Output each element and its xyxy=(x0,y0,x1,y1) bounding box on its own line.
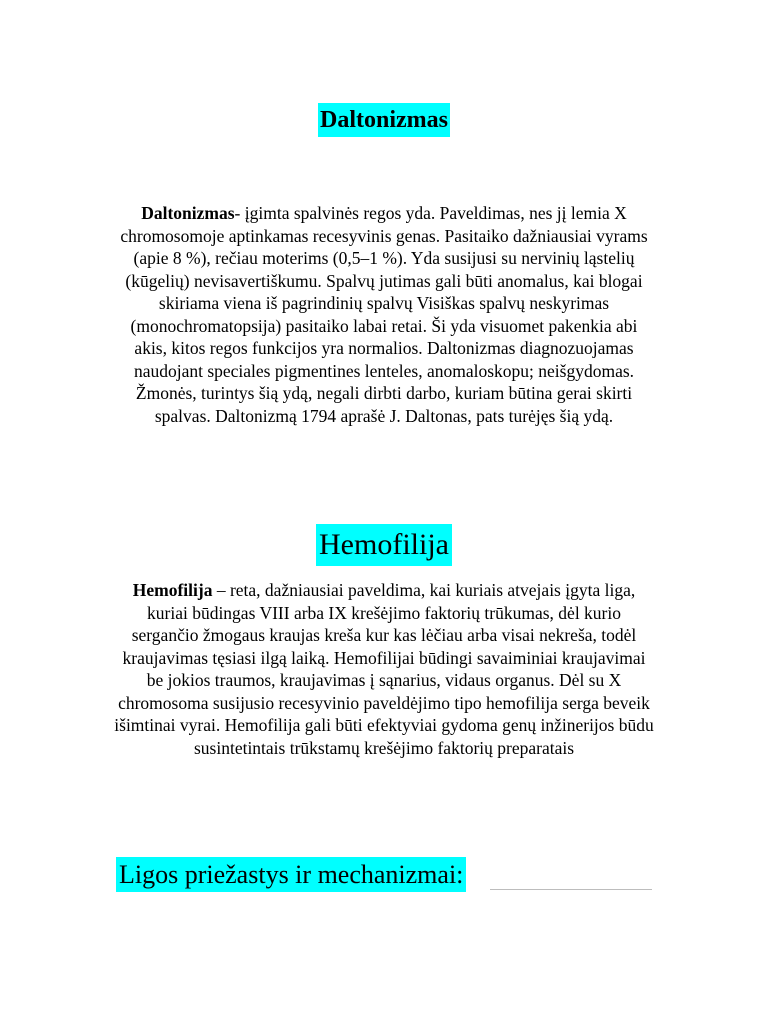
section-daltonizmas-paragraph xyxy=(114,202,654,427)
section-priezastys-heading: Ligos priežastys ir mechanizmai: xyxy=(116,857,466,892)
section-hemofilija-heading-wrap xyxy=(0,524,768,566)
heading-underline-rule xyxy=(490,889,652,890)
hemofilija-term: Hemofilija xyxy=(132,580,213,600)
daltonizmas-body: - įgimta spalvinės regos yda. Paveldimas, nes jį lemia X chromosomoje aptinkamas recesyvinis genas. Pasitaiko dažniausiai vyrams (apie 8 %), rečiau moterims (0,5–1 %). Yda susijusi su nervinių ląstelių (kūgelių) nevisavertiškumu. Spalvų jutimas gali būti anomalus, kai blogai skiriama viena iš pagrindinių spalvų Visiškas spalvų neskyrimas (monochromatopsija) pasitaiko labai retai. Ši yda visuomet pakenkia abi akis, kitos regos funkcijos yra normalios. Daltonizmas diagnozuojamas naudojant speciales pigmentines lenteles, anomaloskopu; neišgydomas. Žmonės, turintys šią ydą, negali dirbti darbo, kuriam būtina gerai skirti spalvas. Daltonizmą 1794 aprašė J. Daltonas, pats turėjęs šią ydą. xyxy=(120,203,648,426)
section-daltonizmas-heading-wrap xyxy=(0,103,768,137)
section-daltonizmas-heading: Daltonizmas xyxy=(318,103,450,137)
section-hemofilija-heading: Hemofilija xyxy=(316,524,452,566)
section-hemofilija-paragraph xyxy=(114,579,654,759)
daltonizmas-term: Daltonizmas xyxy=(141,203,235,223)
hemofilija-body: – reta, dažniausiai paveldima, kai kuriais atvejais įgyta liga, kuriai būdingas VIII arba IX krešėjimo faktorių trūkumas, dėl kurio sergančio žmogaus kraujas kreša kur kas lėčiau arba visai nekreša, todėl kraujavimas tęsiasi ilgą laiką. Hemofilijai būdingi savaiminiai kraujavimai be jokios traumos, kraujavimas į sąnarius, vidaus organus. Dėl su X chromosoma susijusio recesyvinio paveldėjimo tipo hemofilija serga beveik išimtinai vyrai. Hemofilija gali būti efektyviai gydoma genų inžinerijos būdu susintetintais trūkstamų krešėjimo faktorių preparatais xyxy=(114,580,654,758)
